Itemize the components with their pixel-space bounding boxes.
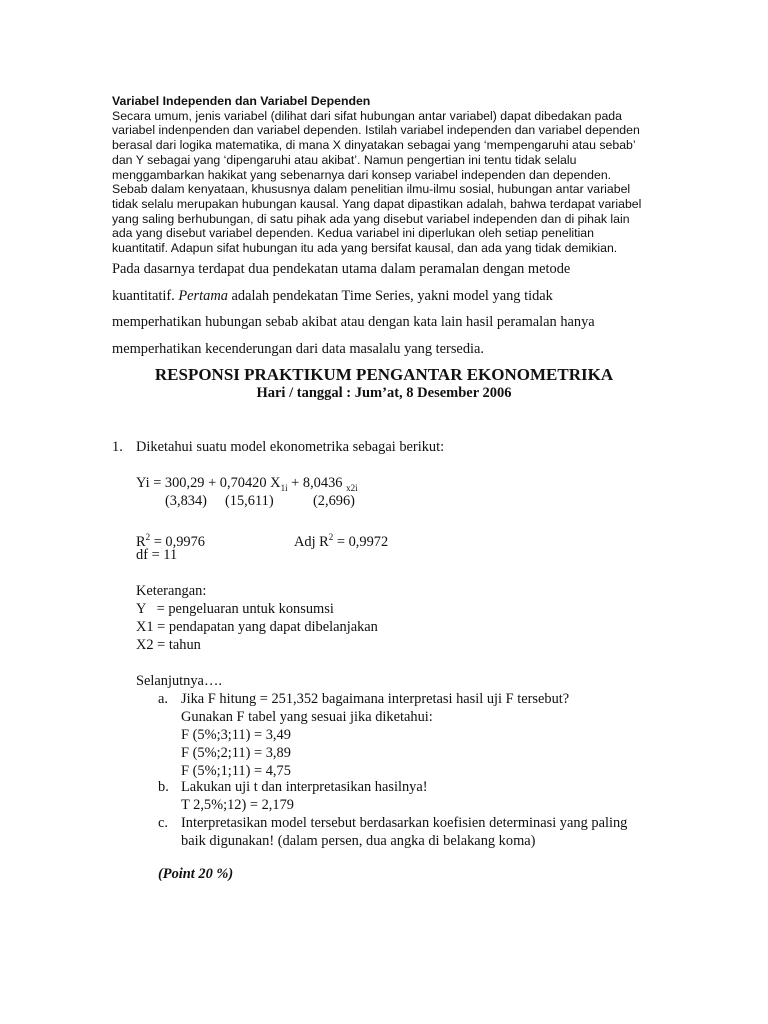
point-label: (Point 20 %): [158, 866, 234, 882]
item-c-text: [181, 814, 627, 850]
para-line: memperhatikan kecenderungan dari data masalalu yang tersedia.: [112, 340, 484, 357]
intro-line: Sebab dalam kenyataan, khususnya dalam penelitian ilmu-ilmu sosial, hubungan antar variabel: [112, 182, 631, 197]
para-line: memperhatikan hubungan sebab akibat atau dengan kata lain hasil peramalan hanya: [112, 314, 595, 330]
intro-line: yang saling berhubungan, di satu pihak ada yang disebut variabel independen dan di pihak lain: [112, 211, 630, 226]
forecasting-paragraph: [112, 256, 657, 362]
adj-r2-sup: 2: [328, 532, 334, 542]
question-number: 1.: [112, 439, 123, 455]
item-b-label: b.: [158, 779, 169, 795]
question-text: Diketahui suatu model ekonometrika sebagai berikut:: [136, 439, 445, 455]
item-a-text: [181, 690, 569, 780]
para-line: [112, 283, 657, 310]
std-error-1: (3,834): [165, 493, 207, 509]
item-line: baik digunakan! (dalam persen, dua angka di belakang koma): [181, 833, 536, 849]
legend-x2: X2 = tahun: [136, 637, 201, 653]
legend-x1: X1 = pendapatan yang dapat dibelanjakan: [136, 619, 378, 635]
date-line: Hari / tanggal : Jum’at, 8 Desember 2006: [256, 385, 512, 401]
item-a-label: a.: [158, 691, 168, 707]
item-b-text: [181, 778, 428, 814]
item-line: T 2,5%;12) = 2,179: [181, 797, 294, 813]
intro-line: menggambarkan hakikat yang sebenarnya dari konsep variabel independen dan dependen.: [112, 167, 612, 182]
r2-sup: 2: [145, 532, 151, 542]
equation-lhs: Yi = 300,29 + 0,70420 X: [136, 475, 281, 491]
equation-sub1: 1i: [280, 482, 288, 493]
r2-value: = 0,9976: [150, 533, 205, 550]
intro-line: berasal dari logika matematika, di mana X dinyatakan sebagai yang ‘mempengaruhi atau sebab’: [112, 138, 636, 153]
r2-label: R: [136, 533, 146, 550]
para-line: Pada dasarnya terdapat dua pendekatan utama dalam peramalan dengan metode: [112, 261, 571, 277]
item-line: Gunakan F tabel yang sesuai jika diketahui:: [181, 709, 433, 725]
degrees-of-freedom: df = 11: [136, 547, 178, 563]
legend-title: Keterangan:: [136, 583, 207, 599]
adj-r-squared: [294, 528, 388, 551]
para-emphasis: Pertama: [178, 287, 228, 304]
para-text: kuantitatif.: [112, 287, 175, 304]
item-line: Interpretasikan model tersebut berdasarkan koefisien determinasi yang paling: [181, 815, 628, 831]
item-line: F (5%;3;11) = 3,49: [181, 727, 291, 743]
para-text: adalah pendekatan Time Series, yakni model yang tidak: [231, 287, 553, 304]
equation-mid: + 8,0436: [287, 475, 347, 491]
intro-section: [112, 94, 657, 256]
item-line: Lakukan uji t dan interpretasikan hasilnya!: [181, 779, 428, 795]
next-label: Selanjutnya….: [136, 673, 222, 689]
intro-heading: Variabel Independen dan Variabel Dependen: [112, 94, 371, 108]
std-error-3: (2,696): [313, 493, 355, 509]
equation-sub2: x2i: [346, 482, 358, 493]
item-line: F (5%;2;11) = 3,89: [181, 745, 291, 761]
intro-line: kuantitatif. Adapun sifat hubungan itu ada yang bersifat kausal, dan ada yang tidak demikian.: [112, 241, 618, 256]
std-error-2: (15,611): [225, 493, 274, 509]
adj-r2-label: Adj R: [294, 533, 329, 550]
intro-line: ada yang disebut variabel dependen. Kedua variabel ini diperlukan oleh setiap penelitian: [112, 226, 594, 241]
intro-line: tidak selalu merupakan hubungan kausal. Yang dapat dipastikan adalah, bahwa terdapat variabel: [112, 196, 642, 211]
item-line: Jika F hitung = 251,352 bagaimana interpretasi hasil uji F tersebut?: [181, 691, 570, 707]
intro-line: dan Y sebagai yang ‘dipengaruhi atau akibat’. Namun pengertian ini tentu tidak selalu: [112, 152, 577, 167]
adj-r2-value: = 0,9972: [333, 533, 389, 550]
legend-y: Y = pengeluaran untuk konsumsi: [136, 601, 334, 617]
document-title: RESPONSI PRAKTIKUM PENGANTAR EKONOMETRIKA: [154, 365, 614, 384]
intro-line: variabel indenpenden dan variabel dependen. Istilah variabel independen dan variabel dependen: [112, 123, 640, 138]
intro-line: Secara umum, jenis variabel (dilihat dari sifat hubungan antar variabel) dapat dibedakan pada: [112, 108, 622, 123]
item-line: F (5%;1;11) = 4,75: [181, 763, 291, 779]
item-c-label: c.: [158, 815, 168, 831]
